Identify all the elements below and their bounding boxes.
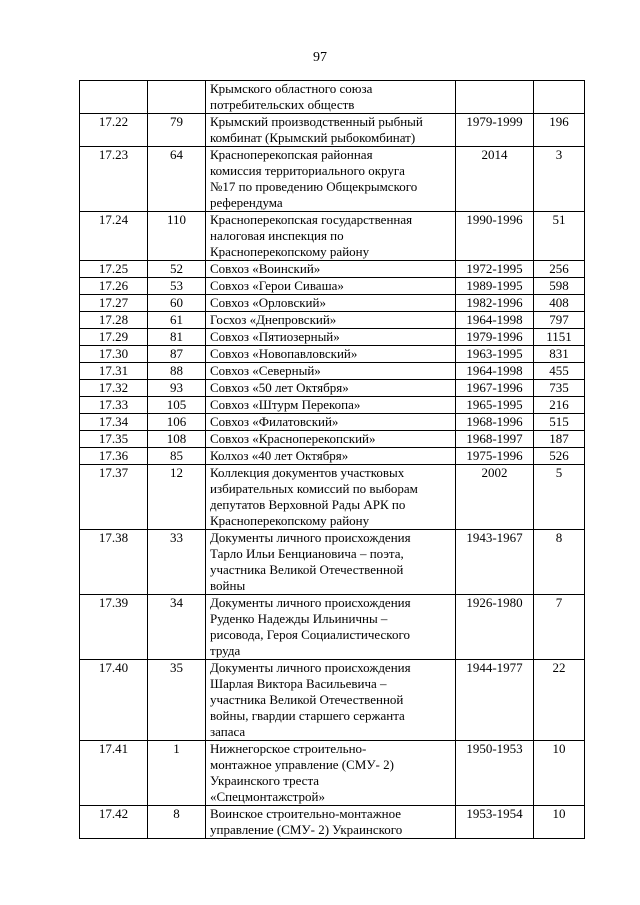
table-row	[80, 212, 585, 261]
fund-name-line: управление (СМУ- 2) Украинского	[210, 822, 403, 837]
table-row	[80, 147, 585, 212]
item-count: 10	[534, 806, 585, 839]
fund-name	[206, 595, 456, 660]
item-count: 10	[534, 741, 585, 806]
fund-name	[206, 530, 456, 595]
fund-name-line: Колхоз «40 лет Октября»	[210, 448, 349, 463]
item-count: 8	[534, 530, 585, 595]
fund-number: 33	[148, 530, 206, 595]
row-number: 17.28	[80, 312, 148, 329]
fund-name-line: Красноперекопская государственная	[210, 212, 413, 227]
item-count: 5	[534, 465, 585, 530]
fund-number: 34	[148, 595, 206, 660]
item-count: 22	[534, 660, 585, 741]
fund-name-line: Совхоз «Воинский»	[210, 261, 321, 276]
fund-name-line: участника Великой Отечественной	[210, 562, 404, 577]
fund-name-line: Совхоз «Северный»	[210, 363, 321, 378]
item-count: 7	[534, 595, 585, 660]
fund-name-line: Тарло Ильи Бенциановича – поэта,	[210, 546, 404, 561]
fund-number: 1	[148, 741, 206, 806]
row-number: 17.23	[80, 147, 148, 212]
fund-name	[206, 261, 456, 278]
fund-name	[206, 312, 456, 329]
fund-number: 53	[148, 278, 206, 295]
item-count: 187	[534, 431, 585, 448]
date-range: 1982-1996	[456, 295, 534, 312]
fund-name-line: Красноперекопская районная	[210, 147, 373, 162]
fund-number: 85	[148, 448, 206, 465]
fund-name-line: Красноперекопскому району	[210, 244, 370, 259]
item-count: 515	[534, 414, 585, 431]
table-row	[80, 448, 585, 465]
table-row	[80, 278, 585, 295]
fund-number: 93	[148, 380, 206, 397]
fund-name-line: комиссия территориального округа	[210, 163, 405, 178]
table-row	[80, 312, 585, 329]
fund-name-line: комбинат (Крымский рыбокомбинат)	[210, 130, 416, 145]
table-row	[80, 380, 585, 397]
fund-number: 108	[148, 431, 206, 448]
fund-name-line: Совхоз «Филатовский»	[210, 414, 339, 429]
date-range: 1975-1996	[456, 448, 534, 465]
fund-name-line: Госхоз «Днепровский»	[210, 312, 337, 327]
table-row	[80, 114, 585, 147]
item-count: 408	[534, 295, 585, 312]
date-range: 1926-1980	[456, 595, 534, 660]
fund-name-line: Крымского областного союза	[210, 81, 373, 96]
fund-name	[206, 741, 456, 806]
fund-name	[206, 806, 456, 839]
row-number: 17.42	[80, 806, 148, 839]
fund-name-line: рисовода, Героя Социалистического	[210, 627, 410, 642]
fund-number: 87	[148, 346, 206, 363]
row-number: 17.37	[80, 465, 148, 530]
row-number	[80, 81, 148, 114]
row-number: 17.22	[80, 114, 148, 147]
fund-name	[206, 295, 456, 312]
fund-number: 64	[148, 147, 206, 212]
fund-name-line: Совхоз «Герои Сиваша»	[210, 278, 344, 293]
fund-name	[206, 380, 456, 397]
table-row	[80, 81, 585, 114]
table-row	[80, 363, 585, 380]
row-number: 17.40	[80, 660, 148, 741]
table-row	[80, 346, 585, 363]
table-row	[80, 261, 585, 278]
fund-name-line: монтажное управление (СМУ- 2)	[210, 757, 394, 772]
row-number: 17.35	[80, 431, 148, 448]
fund-name	[206, 212, 456, 261]
fund-name	[206, 397, 456, 414]
date-range: 1963-1995	[456, 346, 534, 363]
fund-name-line: Совхоз «Орловский»	[210, 295, 326, 310]
date-range: 2014	[456, 147, 534, 212]
fund-name-line: войны, гвардии старшего сержанта	[210, 708, 405, 723]
fund-name-line: референдума	[210, 195, 283, 210]
row-number: 17.26	[80, 278, 148, 295]
date-range: 1990-1996	[456, 212, 534, 261]
date-range: 1965-1995	[456, 397, 534, 414]
fund-number: 52	[148, 261, 206, 278]
fund-number: 110	[148, 212, 206, 261]
fund-number: 35	[148, 660, 206, 741]
fund-name-line: Документы личного происхождения	[210, 530, 411, 545]
date-range: 1979-1999	[456, 114, 534, 147]
fund-name-line: №17 по проведению Общекрымского	[210, 179, 418, 194]
fund-name-line: «Спецмонтажстрой»	[210, 789, 325, 804]
fund-name	[206, 278, 456, 295]
fund-number: 61	[148, 312, 206, 329]
fund-name-line: депутатов Верховной Рады АРК по	[210, 497, 406, 512]
fund-number: 79	[148, 114, 206, 147]
item-count: 797	[534, 312, 585, 329]
table-row	[80, 595, 585, 660]
item-count: 455	[534, 363, 585, 380]
fund-name-line: Совхоз «Пятиозерный»	[210, 329, 340, 344]
fund-number: 60	[148, 295, 206, 312]
fund-number	[148, 81, 206, 114]
table-row	[80, 660, 585, 741]
fund-name	[206, 414, 456, 431]
fund-name-line: Совхоз «50 лет Октября»	[210, 380, 349, 395]
table-row	[80, 431, 585, 448]
fund-name-line: Коллекция документов участковых	[210, 465, 405, 480]
row-number: 17.36	[80, 448, 148, 465]
date-range: 1964-1998	[456, 312, 534, 329]
fund-name	[206, 465, 456, 530]
item-count: 526	[534, 448, 585, 465]
date-range	[456, 81, 534, 114]
fund-number: 106	[148, 414, 206, 431]
date-range: 1953-1954	[456, 806, 534, 839]
item-count: 735	[534, 380, 585, 397]
fund-number: 88	[148, 363, 206, 380]
fund-name	[206, 660, 456, 741]
row-number: 17.38	[80, 530, 148, 595]
fund-name	[206, 81, 456, 114]
row-number: 17.29	[80, 329, 148, 346]
fund-name	[206, 448, 456, 465]
fund-name-line: Документы личного происхождения	[210, 660, 411, 675]
fund-name-line: Совхоз «Штурм Перекопа»	[210, 397, 361, 412]
fund-number: 105	[148, 397, 206, 414]
item-count: 1151	[534, 329, 585, 346]
page-number: 97	[313, 50, 327, 65]
fund-name	[206, 147, 456, 212]
archive-table	[79, 80, 585, 839]
table-row	[80, 806, 585, 839]
row-number: 17.25	[80, 261, 148, 278]
row-number: 17.27	[80, 295, 148, 312]
date-range: 1972-1995	[456, 261, 534, 278]
fund-name-line: запаса	[210, 724, 246, 739]
fund-name-line: войны	[210, 578, 246, 593]
fund-name-line: Нижнегорское строительно-	[210, 741, 367, 756]
table-row	[80, 329, 585, 346]
row-number: 17.41	[80, 741, 148, 806]
table-row	[80, 530, 585, 595]
fund-name-line: Крымский производственный рыбный	[210, 114, 423, 129]
fund-name-line: потребительских обществ	[210, 97, 355, 112]
table-row	[80, 741, 585, 806]
row-number: 17.32	[80, 380, 148, 397]
fund-name	[206, 114, 456, 147]
fund-name-line: Руденко Надежды Ильиничны –	[210, 611, 388, 626]
item-count: 216	[534, 397, 585, 414]
row-number: 17.33	[80, 397, 148, 414]
date-range: 1968-1997	[456, 431, 534, 448]
row-number: 17.39	[80, 595, 148, 660]
date-range: 1964-1998	[456, 363, 534, 380]
date-range: 2002	[456, 465, 534, 530]
item-count: 598	[534, 278, 585, 295]
fund-name-line: Шарлая Виктора Васильевича –	[210, 676, 387, 691]
fund-name-line: избирательных комиссий по выборам	[210, 481, 418, 496]
fund-name-line: Документы личного происхождения	[210, 595, 411, 610]
fund-name	[206, 329, 456, 346]
date-range: 1979-1996	[456, 329, 534, 346]
table-row	[80, 414, 585, 431]
item-count	[534, 81, 585, 114]
table-row	[80, 295, 585, 312]
date-range: 1967-1996	[456, 380, 534, 397]
fund-name	[206, 363, 456, 380]
item-count: 51	[534, 212, 585, 261]
fund-name-line: налоговая инспекция по	[210, 228, 344, 243]
date-range: 1943-1967	[456, 530, 534, 595]
row-number: 17.31	[80, 363, 148, 380]
fund-name-line: Совхоз «Красноперекопский»	[210, 431, 376, 446]
row-number: 17.34	[80, 414, 148, 431]
fund-number: 12	[148, 465, 206, 530]
date-range: 1968-1996	[456, 414, 534, 431]
row-number: 17.30	[80, 346, 148, 363]
archive-table-body	[80, 81, 585, 839]
fund-name	[206, 431, 456, 448]
fund-name-line: Воинское строительно-монтажное	[210, 806, 402, 821]
item-count: 831	[534, 346, 585, 363]
fund-number: 81	[148, 329, 206, 346]
fund-name-line: Совхоз «Новопавловский»	[210, 346, 358, 361]
item-count: 196	[534, 114, 585, 147]
item-count: 256	[534, 261, 585, 278]
fund-name-line: Красноперекопскому району	[210, 513, 370, 528]
fund-name	[206, 346, 456, 363]
date-range: 1989-1995	[456, 278, 534, 295]
table-row	[80, 397, 585, 414]
fund-name-line: труда	[210, 643, 241, 658]
fund-name-line: Украинского треста	[210, 773, 320, 788]
table-row	[80, 465, 585, 530]
fund-number: 8	[148, 806, 206, 839]
date-range: 1950-1953	[456, 741, 534, 806]
item-count: 3	[534, 147, 585, 212]
date-range: 1944-1977	[456, 660, 534, 741]
row-number: 17.24	[80, 212, 148, 261]
fund-name-line: участника Великой Отечественной	[210, 692, 404, 707]
